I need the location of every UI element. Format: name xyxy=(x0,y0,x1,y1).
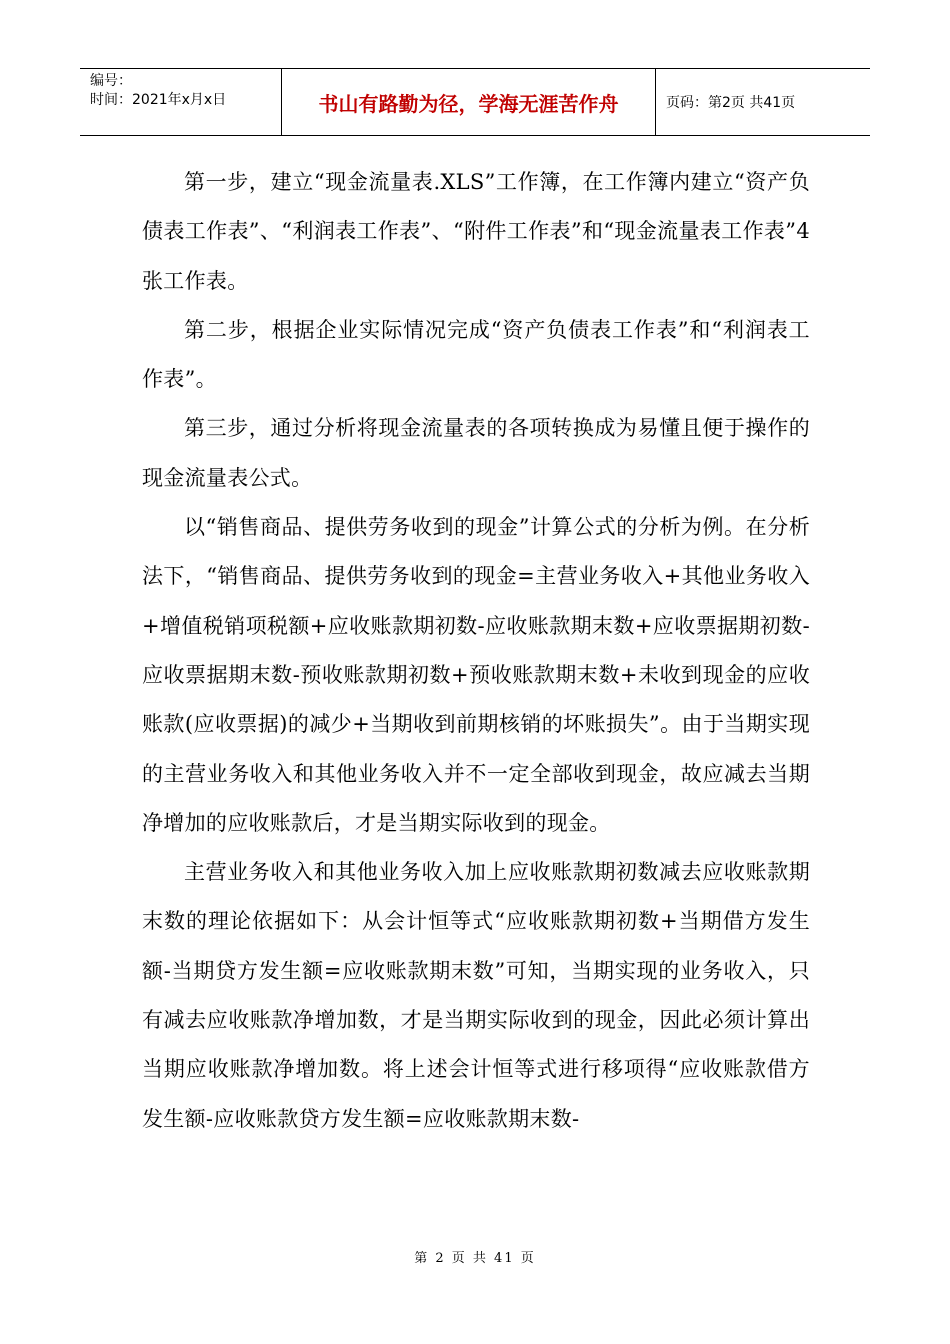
header-motto: 书山有路勤为径，学海无涯苦作舟 xyxy=(282,69,656,135)
document-code-label: 编号： xyxy=(90,73,132,89)
paragraph: 第二步，根据企业实际情况完成“资产负债表工作表”和“利润表工作表”。 xyxy=(142,317,810,392)
page-footer: 第 2 页 共 41 页 xyxy=(414,1251,536,1266)
paragraph: 第三步，通过分析将现金流量表的各项转换成为易懂且便于操作的现金流量表公式。 xyxy=(142,416,810,490)
document-time-label: 时间：2021年x月x日 xyxy=(90,92,227,108)
document-body xyxy=(142,158,810,1144)
paragraph: 第一步，建立“现金流量表.XLS”工作簿，在工作簿内建立“资产负债表工作表”、“利润表工作表”、“附件工作表”和“现金流量表工作表”4张工作表。 xyxy=(142,170,810,293)
header-meta xyxy=(80,69,282,135)
paragraph: 主营业务收入和其他业务收入加上应收账款期初数减去应收账款期末数的理论依据如下：从会计恒等式“应收账款期初数+当期借方发生额-当期贷方发生额=应收账款期末数”可知，当期实现的业务收入，只有减去应收账款净增加数，才是当期实际收到的现金，因此必须计算出当期应收账款净增加数。将上述会计恒等式进行移项得“应收账款借方发生额-应收账款贷方发生额=应收账款期末数- xyxy=(142,860,810,1131)
paragraph: 以“销售商品、提供劳务收到的现金”计算公式的分析为例。在分析法下，“销售商品、提供劳务收到的现金=主营业务收入+其他业务收入+增值税销项税额+应收账款期初数-应收账款期末数+应收票据期初数-应收票据期末数-预收账款期初数+预收账款期末数+未收到现金的应收账款(应收票据)的减少+当期收到前期核销的坏账损失”。由于当期实现的主营业务收入和其他业务收入并不一定全部收到现金，故应减去当期净增加的应收账款后，才是当期实际收到的现金。 xyxy=(142,515,810,835)
page-header xyxy=(80,68,870,136)
header-page-info: 页码：第2页 共41页 xyxy=(666,95,796,111)
